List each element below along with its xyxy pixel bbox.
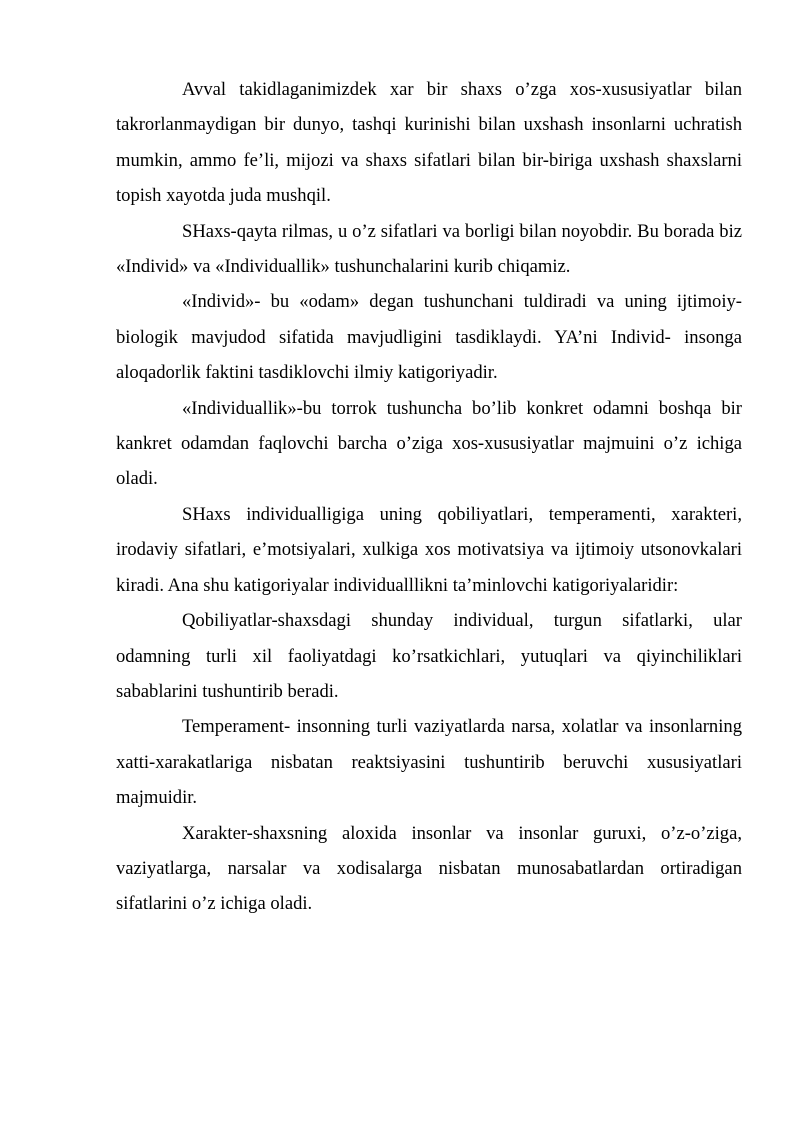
- paragraph-shaxs-individualligi: SHaxs individualligiga uning qobiliyatlari, temperamenti, xarakteri, irodaviy sifatlari, e’motsiyalari, xulkiga xos motivatsiya va ijtimoiy utsonovkalari kiradi. Ana shu katigoriyalar individualllikni ta’minlovchi katigoriyalaridir:: [116, 503, 742, 596]
- paragraph-individ: «Individ»- bu «odam» degan tushunchani tuldiradi va uning ijtimoiy-biologik mavjudod sifatida mavjudligini tasdiklaydi. YA’ni Individ- insonga aloqadorlik faktini tasdiklovchi ilmiy katigoriyadir.: [116, 291, 742, 384]
- paragraph-shaxs-noyob: SHaxs-qayta rilmas, u o’z sifatlari va borligi bilan noyobdir. Bu borada biz «Individ» va «Individuallik» tushunchalarini kurib chiqamiz.: [116, 220, 742, 278]
- document-body: [116, 72, 742, 922]
- paragraph-individuallik: «Individuallik»-bu torrok tushuncha bo’lib konkret odamni boshqa bir kankret odamdan faqlovchi barcha o’ziga xos-xususiyatlar majmuini o’z ichiga oladi.: [116, 397, 742, 490]
- paragraph-qobiliyatlar: Qobiliyatlar-shaxsdagi shunday individual, turgun sifatlarki, ular odamning turli xil faoliyatdagi ko’rsatkichlari, yutuqlari va qiyinchiliklari sabablarini tushuntirib beradi.: [116, 610, 742, 702]
- paragraph-xarakter: Xarakter-shaxsning aloxida insonlar va insonlar guruxi, o’z-o’ziga, vaziyatlarga, narsalar va xodisalarga nisbatan munosabatlardan ortiradigan sifatlarini o’z ichiga oladi.: [116, 822, 742, 915]
- paragraph-avval: Avval takidlaganimizdek xar bir shaxs o’zga xos-xususiyatlar bilan takrorlanmaydigan bir dunyo, tashqi kurinishi bilan uxshash insonlarni uchratish mumkin, ammo fe’li, mijozi va shaxs sifatlari bilan bir-biriga uxshash shaxslarni topish xayotda juda mushqil.: [116, 79, 742, 207]
- paragraph-temperament: Temperament- insonning turli vaziyatlarda narsa, xolatlar va insonlarning xatti-xarakatlariga nisbatan reaktsiyasini tushuntirib beruvchi xususiyatlari majmuidir.: [116, 716, 742, 809]
